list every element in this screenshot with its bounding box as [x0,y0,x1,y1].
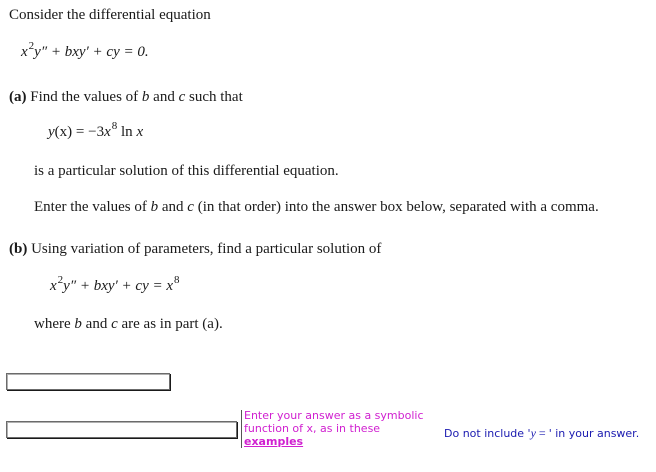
where-pre: where [34,316,75,332]
part-b-heading [9,241,381,258]
part-b-label: (b) [9,241,28,257]
note-y: y [530,426,536,440]
note-post: ' in your answer. [548,427,640,440]
beq-exponent-2: 2 [57,274,64,286]
line3-post: (in that order) into the answer box below, separated with a comma. [193,199,599,215]
part-b-text: Using variation of parameters, find a particular solution of [31,241,382,257]
beq-x: x [50,278,57,294]
examples-link[interactable]: examples [244,435,304,448]
sol-x2: x [136,124,144,140]
hint-line-2: function of x, as in these [244,422,381,435]
part-b-equation [50,274,180,295]
sol-x: x [104,124,111,140]
beq-b: b [93,278,102,294]
note-pre: Do not include ' [444,427,531,440]
eq-x: x [21,44,28,60]
beq-x2: x [166,278,174,294]
particular-solution [48,120,144,141]
where-and: and [81,316,112,332]
part-b-where [34,316,223,333]
eq-part-c: y = 0. [113,44,149,60]
eq-part-a: y″ + [34,44,65,60]
beq-c: c [135,278,143,294]
answer-a-input[interactable] [6,373,170,390]
line3-c: c [187,199,194,215]
where-c: c [111,316,118,332]
sol-exponent-8: 8 [111,120,118,132]
part-a-b: b [141,89,150,105]
eq-b: b [64,44,73,60]
line3-b: b [150,199,159,215]
hint-link-wrap [244,436,303,448]
answer-b-note [444,426,639,441]
part-a-heading [9,89,243,106]
part-a-label: (a) [9,89,27,105]
line3-pre: Enter the values of [34,199,151,215]
hint-line-1: Enter your answer as a symbolic [244,409,424,422]
eq-c: c [106,44,114,60]
beq-part-a: y″ + [63,278,94,294]
eq-part-b: xy′ + [72,44,107,60]
intro-text: Consider the differential equation [9,7,211,23]
part-a-line2: is a particular solution of this differential equation. [34,163,339,179]
differential-equation [21,40,149,61]
beq-exponent-8: 8 [174,274,180,286]
beq-part-c: y = [142,278,167,294]
sol-eq: = −3 [72,124,105,140]
sol-ln: ln [117,124,137,140]
part-a-text-post: such that [185,89,243,105]
note-eq: = [535,426,549,440]
line3-and: and [158,199,188,215]
answer-b-input[interactable] [6,421,237,438]
where-post: are as in part (a). [117,316,223,332]
sol-arg: (x) [54,124,73,140]
eq-exponent-2: 2 [28,40,35,52]
hint-divider [241,410,242,448]
beq-part-b: xy′ + [101,278,136,294]
part-a-and: and [149,89,179,105]
part-a-text-pre: Find the values of [30,89,142,105]
where-b: b [74,316,82,332]
part-a-c: c [178,89,186,105]
part-a-line3 [34,199,599,216]
sol-y: y [48,124,55,140]
